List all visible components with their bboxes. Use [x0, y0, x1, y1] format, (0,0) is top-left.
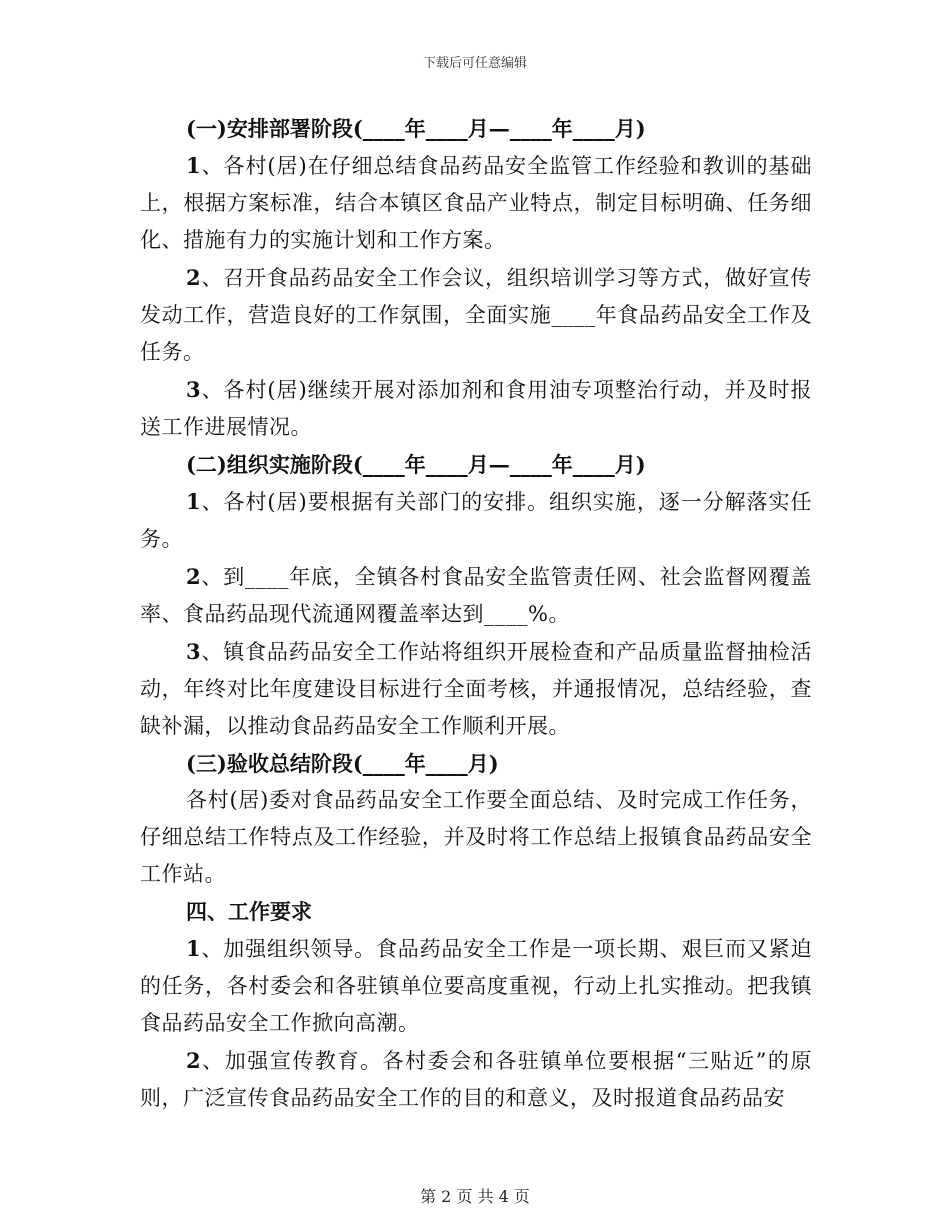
item-number: 2 [186, 265, 202, 290]
item-number: 3 [186, 639, 202, 664]
item-number: 3 [186, 377, 202, 402]
item-number: 2 [186, 564, 202, 589]
paragraph-4-2 [140, 1042, 812, 1117]
paragraph-text: 、到____年底，全镇各村食品安全监管责任网、社会监督网覆盖率、食品药品现代流通网覆盖率达到____%。 [140, 565, 812, 626]
paragraph-2-2 [140, 558, 812, 633]
paragraph-4-1 [140, 930, 812, 1042]
paragraph-text: 、加强组织领导。食品药品安全工作是一项长期、艰巨而又紧迫的任务，各村委会和各驻镇单位要高度重视，行动上扎实推动。把我镇食品药品安全工作掀向高潮。 [140, 937, 812, 1035]
paragraph-text: 、各村(居)继续开展对添加剂和食用油专项整治行动，并及时报送工作进展情况。 [140, 378, 812, 439]
paragraph-3-1 [140, 782, 812, 893]
paragraph-text: 、各村(居)在仔细总结食品药品安全监管工作经验和教训的基础上，根据方案标准，结合本镇区食品产业特点，制定目标明确、任务细化、措施有力的实施计划和工作方案。 [140, 154, 812, 252]
paragraph-2-1 [140, 483, 812, 558]
section-heading-1: (一)安排部署阶段(____年____月—____年____月) [186, 116, 646, 141]
document-body [140, 110, 812, 1117]
paragraph-text: 各村(居)委对食品药品安全工作要全面总结、及时完成工作任务，仔细总结工作特点及工作经验，并及时将工作总结上报镇食品药品安全工作站。 [140, 788, 812, 886]
paragraph-1-3 [140, 371, 812, 446]
paragraph-1-2 [140, 259, 812, 371]
header-note: 下载后可任意编辑 [422, 56, 527, 71]
item-number: 2 [186, 1048, 202, 1073]
section-heading-4: 四、工作要求 [186, 899, 312, 924]
item-number: 1 [186, 936, 202, 961]
page-footer: 第 2 页 共 4 页 [420, 1187, 530, 1206]
item-number: 1 [186, 489, 202, 514]
paragraph-1-1 [140, 147, 812, 259]
paragraph-text: 、各村(居)要根据有关部门的安排。组织实施，逐一分解落实任务。 [140, 490, 812, 551]
item-number: 1 [186, 153, 202, 178]
section-heading-2: (二)组织实施阶段(____年____月—____年____月) [186, 452, 646, 477]
paragraph-text: 、镇食品药品安全工作站将组织开展检查和产品质量监督抽检活动，年终对比年度建设目标进行全面考核，并通报情况，总结经验，查缺补漏，以推动食品药品安全工作顺利开展。 [140, 640, 812, 738]
paragraph-text: 、召开食品药品安全工作会议，组织培训学习等方式，做好宣传发动工作，营造良好的工作氛围，全面实施____年食品药品安全工作及任务。 [140, 266, 812, 364]
paragraph-text: 、加强宣传教育。各村委会和各驻镇单位要根据“三贴近”的原则，广泛宣传食品药品安全工作的目的和意义，及时报道食品药品安 [140, 1049, 812, 1110]
section-heading-3: (三)验收总结阶段(____年____月) [186, 751, 499, 776]
paragraph-2-3 [140, 633, 812, 745]
